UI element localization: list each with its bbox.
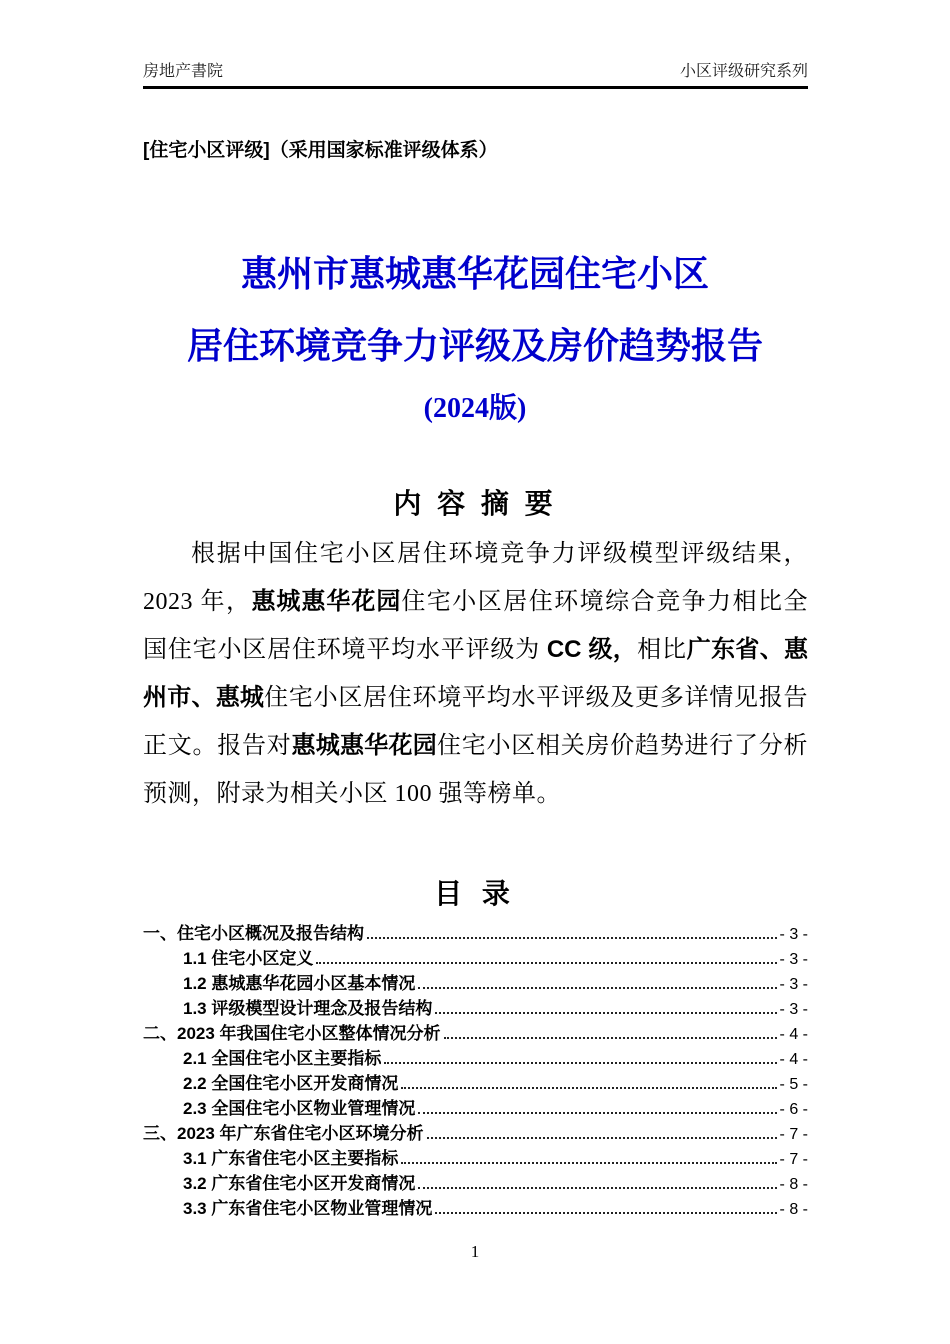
toc-entry bbox=[143, 1194, 808, 1219]
toc-entry-page: - 3 - bbox=[779, 926, 808, 943]
toc-entry-label: 3.3 广东省住宅小区物业管理情况 bbox=[183, 1199, 433, 1218]
toc-entry bbox=[143, 1119, 808, 1144]
toc-entry-page: - 6 - bbox=[779, 1101, 808, 1118]
toc-dot-leader bbox=[418, 1112, 776, 1114]
report-edition: (2024版) bbox=[423, 393, 527, 424]
abstract-bold-text: 惠城惠华花园 bbox=[291, 732, 437, 759]
toc-entry bbox=[143, 919, 808, 944]
abstract-text: 住宅小区居住环境综合竞争力相比全国住宅小区居住环境平均水平评级为 bbox=[143, 589, 808, 663]
toc-entry-label: 1.3 评级模型设计理念及报告结构 bbox=[183, 999, 433, 1018]
toc-entry-label: 2.2 全国住宅小区开发商情况 bbox=[183, 1074, 399, 1093]
abstract-bold-text: 惠城惠华花园 bbox=[251, 588, 402, 615]
toc-entry-label: 3.1 广东省住宅小区主要指标 bbox=[183, 1149, 399, 1168]
report-type-label: [住宅小区评级]（采用国家标准评级体系） bbox=[143, 140, 498, 161]
toc-dot-leader bbox=[367, 937, 777, 939]
toc-dot-leader bbox=[316, 962, 776, 964]
toc-entry bbox=[143, 1019, 808, 1044]
report-title-line2: 居住环境竞争力评级及房价趋势报告 bbox=[186, 326, 763, 366]
toc-entry-label: 3.2 广东省住宅小区开发商情况 bbox=[183, 1174, 416, 1193]
toc-dot-leader bbox=[418, 987, 776, 989]
abstract-heading: 内 容 摘 要 bbox=[393, 488, 557, 519]
toc-entry-page: - 7 - bbox=[779, 1151, 808, 1168]
abstract-text: 相比 bbox=[637, 637, 687, 663]
toc-dot-leader bbox=[435, 1212, 776, 1214]
abstract-text: 根据中国住宅小区居住环境竞争力评级模型评级结果，2023 年， bbox=[143, 541, 808, 615]
toc-entry-label: 2.3 全国住宅小区物业管理情况 bbox=[183, 1099, 416, 1118]
header-left-label: 房地产書院 bbox=[143, 63, 224, 80]
toc-entry bbox=[143, 969, 808, 994]
toc-entry bbox=[143, 994, 808, 1019]
toc-entry-label: 一、住宅小区概况及报告结构 bbox=[143, 924, 364, 943]
toc-entry-page: - 5 - bbox=[779, 1076, 808, 1093]
report-title-line1: 惠州市惠城惠华花园住宅小区 bbox=[240, 254, 709, 294]
page-number: 1 bbox=[470, 1242, 480, 1261]
toc-entry-label: 2.1 全国住宅小区主要指标 bbox=[183, 1049, 382, 1068]
toc-dot-leader bbox=[418, 1187, 776, 1189]
toc-entry-label: 二、2023 年我国住宅小区整体情况分析 bbox=[143, 1024, 441, 1043]
abstract-text: 住宅小区居住环境平均水平评级及更多详情见报告正文。报告对 bbox=[143, 685, 809, 759]
toc-dot-leader bbox=[401, 1162, 776, 1164]
toc-dot-leader bbox=[401, 1087, 776, 1089]
abstract-bold-text: CC 级， bbox=[546, 636, 638, 663]
page-header bbox=[143, 58, 808, 89]
toc-dot-leader bbox=[384, 1062, 776, 1064]
toc-entry-page: - 3 - bbox=[779, 1001, 808, 1018]
toc-dot-leader bbox=[427, 1137, 777, 1139]
toc-list bbox=[143, 919, 808, 1219]
toc-entry bbox=[143, 1144, 808, 1169]
abstract-bold-text: 广东省、惠州市、惠城 bbox=[143, 636, 809, 711]
toc-entry-page: - 7 - bbox=[779, 1126, 808, 1143]
toc-entry bbox=[143, 944, 808, 969]
toc-entry-page: - 8 - bbox=[779, 1201, 808, 1218]
toc-entry bbox=[143, 1169, 808, 1194]
header-right-label: 小区评级研究系列 bbox=[679, 63, 808, 80]
abstract-text: 住宅小区相关房价趋势进行了分析预测，附录为相关小区 100 强等榜单。 bbox=[143, 733, 808, 807]
toc-entry-label: 三、2023 年广东省住宅小区环境分析 bbox=[143, 1124, 424, 1143]
toc-entry bbox=[143, 1044, 808, 1069]
toc-entry bbox=[143, 1094, 808, 1119]
abstract-paragraph bbox=[143, 530, 808, 818]
toc-entry-page: - 3 - bbox=[779, 951, 808, 968]
toc-entry bbox=[143, 1069, 808, 1094]
toc-entry-label: 1.1 住宅小区定义 bbox=[183, 949, 314, 968]
toc-entry-page: - 4 - bbox=[779, 1026, 808, 1043]
toc-heading: 目 录 bbox=[434, 878, 516, 909]
toc-entry-label: 1.2 惠城惠华花园小区基本情况 bbox=[183, 974, 416, 993]
toc-entry-page: - 8 - bbox=[779, 1176, 808, 1193]
toc-entry-page: - 3 - bbox=[779, 976, 808, 993]
toc-dot-leader bbox=[444, 1037, 777, 1039]
toc-dot-leader bbox=[435, 1012, 776, 1014]
toc-entry-page: - 4 - bbox=[779, 1051, 808, 1068]
